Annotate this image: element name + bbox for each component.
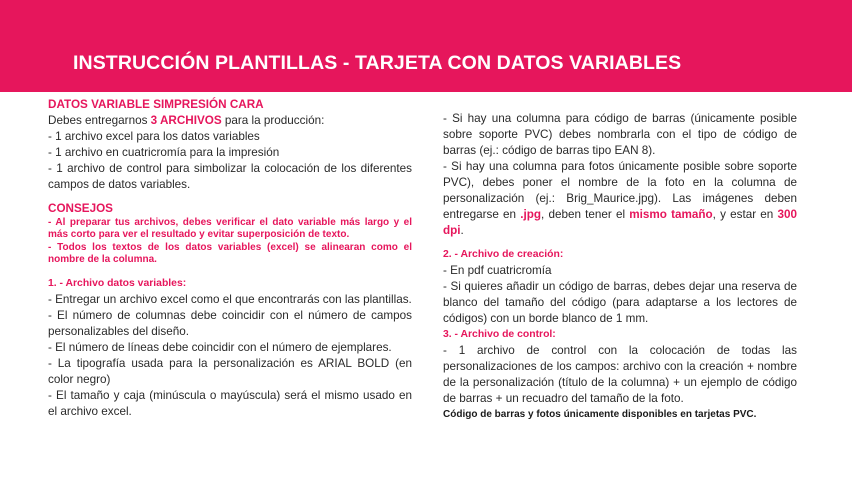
list-item: - 1 archivo excel para los datos variables [48, 130, 260, 143]
barcode-item: - Si hay una columna para código de barras (únicamente posible sobre soporte PVC) debes nombrarla con el tipo de código de barras (ej.: código de barras tipo EAN 8). [443, 112, 797, 157]
intro-text-before: Debes entregarnos [48, 114, 151, 127]
intro-line [48, 113, 412, 129]
photo-format: .jpg [520, 208, 542, 221]
section-heading-datos-variables: DATOS VARIABLE SIMPRESIÓN CARA [48, 98, 264, 111]
right-column [443, 97, 797, 423]
control-text: - 1 archivo de control con la colocación de todas las personalizaciones de los campos: archivo con la creación + nombre de la personalización (título de la columna) + un ejemplo de código de barras + un recuadro del tamaño de la foto. [443, 344, 797, 405]
section-heading-consejos: CONSEJOS [48, 202, 113, 215]
page-title: INSTRUCCIÓN PLANTILLAS - TARJETA CON DATOS VARIABLES [73, 52, 682, 74]
list-item: - Si quieres añadir un código de barras, debes dejar una reserva de blanco del tamaño del código (para adaptarse a los lectores de códigos) con un borde blanco de 1 mm. [443, 280, 797, 325]
photo-item [443, 159, 797, 239]
intro-highlight: 3 ARCHIVOS [150, 114, 222, 127]
list-item: - Entregar un archivo excel como el que encontrarás con las plantillas. [48, 292, 412, 306]
tip-item: - Al preparar tus archivos, debes verificar el dato variable más largo y el más corto para ver el resultado y evitar superposición de texto. [48, 217, 412, 241]
photo-text-end: . [460, 224, 464, 237]
list-item: - El número de columnas debe coincidir con el número de campos personalizables del diseño. [48, 308, 412, 338]
photo-text-middle2: , y estar en [712, 208, 778, 221]
section-heading-archivo-datos: 1. - Archivo datos variables: [48, 277, 187, 289]
list-item: - El tamaño y caja (minúscula o mayúscula) será el mismo usado en el archivo excel. [48, 388, 412, 418]
list-item: - El número de líneas debe coincidir con el número de ejemplares. [48, 340, 392, 354]
footnote: Código de barras y fotos únicamente disponibles en tarjetas PVC. [443, 409, 757, 420]
header-banner [0, 0, 852, 92]
photo-text-middle: , deben tener el [541, 208, 630, 221]
list-item: - 1 archivo en cuatricromía para la impresión [48, 146, 280, 159]
intro-text-after: para la producción: [221, 114, 325, 127]
tip-item: - Todos los textos de los datos variables (excel) se alinearan como el nombre de la columna. [48, 241, 412, 266]
list-item: - La tipografía usada para la personalización es ARIAL BOLD (en color negro) [48, 356, 412, 386]
photo-dpi: 300 dpi [443, 208, 797, 237]
list-item: - En pdf cuatricromía [443, 264, 552, 277]
photo-text-before: - Si hay una columna para fotos únicamente posible sobre soporte PVC), debes poner el nombre de la foto en la columna de personalización (ej.: Brig_Maurice.jpg). Las imágenes deben entregarse en [443, 160, 797, 221]
left-column [48, 97, 412, 420]
section-heading-archivo-creacion: 2. - Archivo de creación: [443, 249, 564, 260]
section-heading-archivo-control: 3. - Archivo de control: [443, 329, 556, 340]
photo-same-size: mismo tamaño [629, 208, 713, 221]
list-item: - 1 archivo de control para simbolizar la colocación de los diferentes campos de datos variables. [48, 162, 412, 191]
